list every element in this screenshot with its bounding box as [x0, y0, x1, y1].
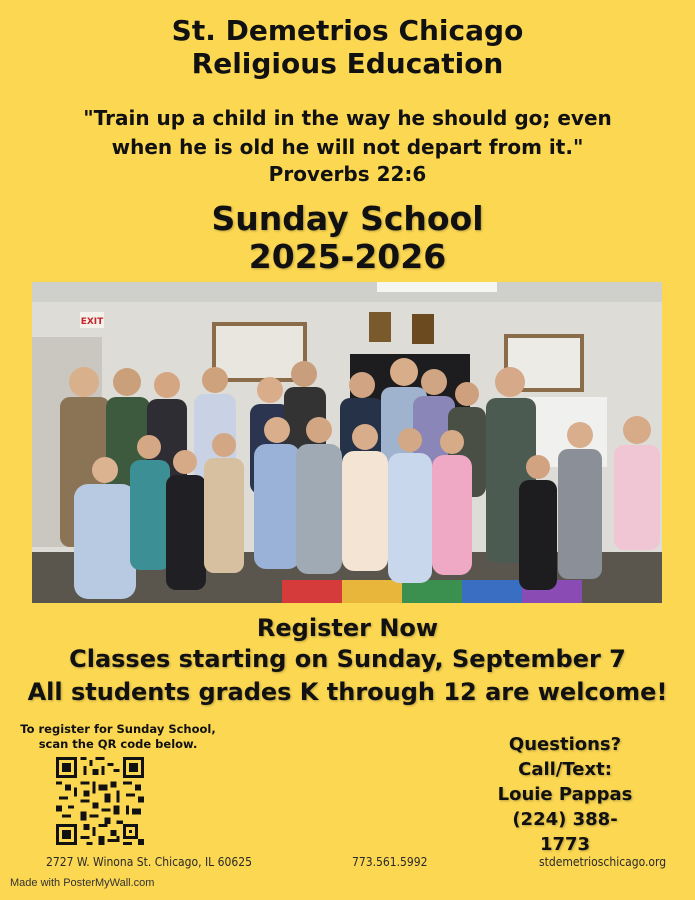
quote-reference: Proverbs 22:6: [268, 162, 427, 186]
program-name: Sunday School: [211, 199, 484, 238]
footer-phone[interactable]: 773.561.5992: [352, 855, 428, 869]
exit-sign-text: EXIT: [80, 317, 104, 327]
group-photo: [32, 282, 662, 603]
program-years: 2025-2026: [248, 237, 447, 276]
call-text-label: Call/Text:: [518, 759, 612, 780]
register-now-heading: Register Now: [256, 614, 439, 642]
postermywall-credit[interactable]: Made with PosterMyWall.com: [10, 877, 155, 889]
title-line-1: St. Demetrios Chicago: [171, 14, 524, 47]
quote-line-2: when he is old he will not depart from it.": [111, 135, 584, 159]
qr-code-icon: [56, 757, 144, 845]
group-photo-illustration: [32, 282, 662, 603]
contact-name: Louie Pappas: [497, 784, 633, 805]
scripture-quote: [0, 104, 695, 162]
contact-info: [490, 732, 640, 857]
footer-website[interactable]: stdemetrioschicago.org: [539, 855, 667, 869]
questions-label: Questions?: [508, 734, 622, 755]
contact-phone[interactable]: (224) 388-1773: [512, 809, 618, 855]
poster-title: [0, 14, 695, 80]
footer-address: 2727 W. Winona St. Chicago, IL 60625: [46, 855, 252, 869]
qr-instruction-line-2: scan the QR code below.: [38, 737, 198, 751]
program-heading: [0, 200, 695, 276]
grades-welcome: All students grades K through 12 are welcome!: [27, 678, 668, 706]
qr-instructions: [18, 722, 218, 752]
registration-qr-code[interactable]: [56, 757, 144, 845]
title-line-2: Religious Education: [191, 47, 504, 80]
qr-instruction-line-1: To register for Sunday School,: [20, 722, 216, 736]
quote-line-1: "Train up a child in the way he should go; even: [83, 106, 612, 130]
classes-start-date: Classes starting on Sunday, September 7: [69, 645, 626, 673]
